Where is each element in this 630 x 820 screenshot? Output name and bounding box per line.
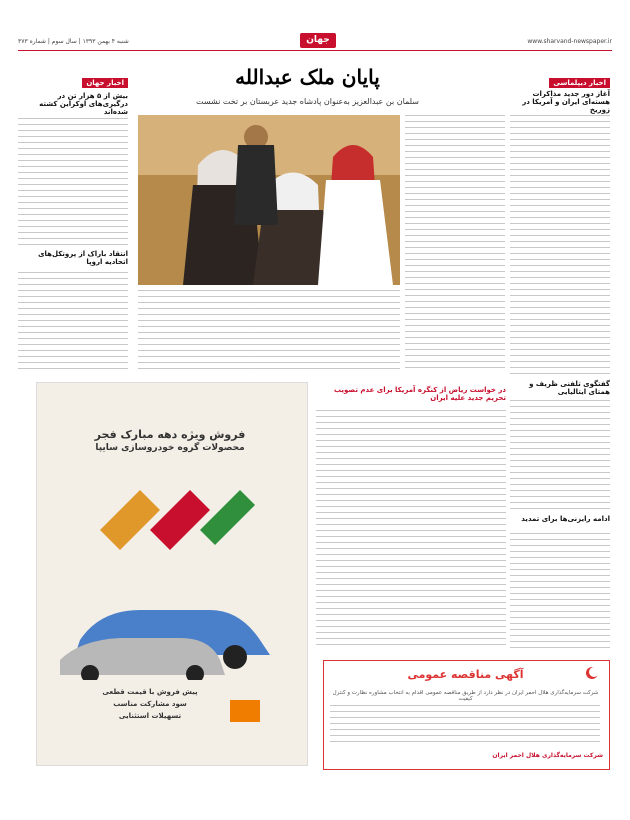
right-story2-body — [510, 400, 610, 510]
right-story3-body — [510, 533, 610, 653]
advert-graphic — [80, 460, 260, 560]
site-url[interactable]: www.sharvand-newspaper.ir — [527, 38, 612, 45]
advert-slogan1: پیش فروش با قیمت قطعی — [102, 688, 198, 696]
right-story1-body — [510, 115, 610, 375]
main-subhead: سلمان بن عبدالعزیز به‌عنوان پادشاه جدید عربستان بر تخت نشست — [195, 97, 420, 106]
right-story1-title: آغاز دور جدید مذاکرات هسته‌ای ایران و آمریکا در زوریخ — [522, 90, 610, 114]
tender-title: آگهی مناقصه عمومی — [407, 668, 524, 681]
date-line: شنبه ۴ بهمن ۱۳۹۳ | سال سوم | شماره ۳۷۳ — [18, 38, 129, 45]
red-crescent-icon — [585, 665, 599, 679]
mid-story-title: در خواست ریاض از کنگره آمریکا برای عدم تصویب تحریم جدید علیه ایران — [334, 386, 506, 402]
advert-line1: فروش ویژه دهه مبارک فجر — [94, 428, 246, 441]
left-story1-title: بیش از ۵ هزار تن در درگیری‌های اوکراین کشته شده‌اند — [39, 92, 128, 116]
left-story1-body — [18, 118, 128, 246]
right-story2-title: گفتگوی تلفنی ظریف و همتای ایتالیایی — [529, 380, 610, 396]
right-column — [510, 70, 610, 89]
left-column — [18, 70, 128, 89]
main-story-body-col1 — [405, 115, 505, 370]
advert-cars — [60, 570, 285, 680]
left-story2-body — [18, 272, 128, 372]
tender-signature: شرکت سرمایه‌گذاری هلال احمر ایران — [492, 752, 603, 759]
right-column-label: اخبار دیپلماسی — [549, 78, 610, 88]
tender-body — [330, 705, 600, 747]
saipa-logo — [230, 700, 260, 722]
mid-story-body — [316, 410, 506, 650]
news-photo — [138, 115, 400, 285]
left-story2-title: انتقاد باراک از پروتکل‌های اتحادیه اروپا — [38, 250, 128, 266]
right-story3-title: ادامه رایزنی‌ها برای تمدید — [521, 515, 610, 523]
header-rule — [18, 50, 612, 51]
main-story-body-col2 — [138, 290, 400, 370]
advert-slogan3: تسهیلات استثنایی — [118, 712, 182, 720]
advert-slogan2: سود مشارکت مناسب — [113, 700, 187, 708]
tender-text: شرکت سرمایه‌گذاری هلال احمر ایران در نظر دارد از طریق مناقصه عمومی اقدام به انتخاب مشاوره نظارت و کنترل کیفیت — [332, 690, 599, 702]
advert-line2: محصولات گروه خودروسازی سایپا — [95, 443, 245, 453]
section-tab: جهان — [300, 33, 336, 48]
main-headline: پایان ملک عبدالله — [235, 65, 380, 89]
left-column-label: اخبار جهان — [82, 78, 128, 88]
